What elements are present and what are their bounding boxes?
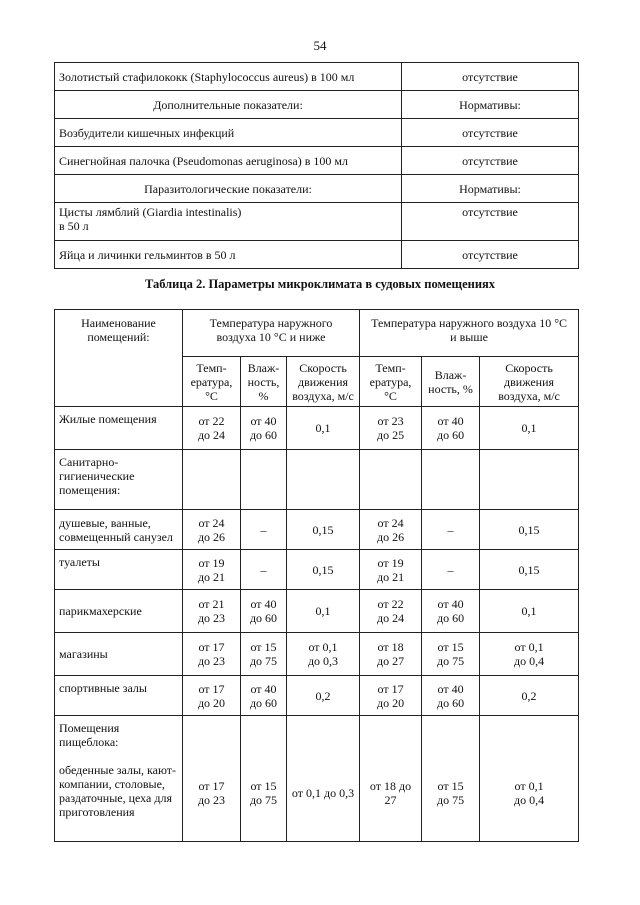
air-speed-low: 0,1 [287, 590, 360, 633]
table-row [55, 147, 579, 175]
humidity-low: от 15 до 75 [241, 716, 287, 842]
section-header: Паразитологические показатели: [55, 175, 402, 203]
table-row [55, 676, 579, 716]
air-speed-low: 0,15 [287, 510, 360, 550]
humidity-low: от 40 до 60 [241, 407, 287, 450]
indicator-name: Синегнойная палочка (Pseudomonas aeruginosa) в 100 мл [55, 147, 402, 175]
temperature-low: от 21 до 23 [183, 590, 241, 633]
table-row [55, 550, 579, 590]
room-name: Помещения пищеблока: обеденные залы, кают-компании, столовые, раздаточные, цеха для приготовления [55, 716, 183, 842]
indicator-name: Возбудители кишечных инфекций [55, 119, 402, 147]
table-row [55, 63, 579, 91]
temperature-low: от 17 до 23 [183, 716, 241, 842]
table-row [55, 175, 579, 203]
air-speed-high: 0,2 [480, 676, 579, 716]
temperature-low [183, 450, 241, 510]
indicator-value: отсутствие [402, 203, 579, 241]
temperature-high: от 19 до 21 [360, 550, 422, 590]
air-speed-high: 0,1 [480, 590, 579, 633]
air-speed-high: 0,15 [480, 510, 579, 550]
subheader-humidity: Влаж-ность, % [241, 357, 287, 407]
temperature-low: от 22 до 24 [183, 407, 241, 450]
table-row [55, 241, 579, 269]
table-row [55, 119, 579, 147]
humidity-high: от 15 до 75 [422, 633, 480, 676]
norms-header: Нормативы: [402, 91, 579, 119]
air-speed-low [287, 450, 360, 510]
humidity-high: – [422, 510, 480, 550]
air-speed-low: от 0,1 до 0,3 [287, 633, 360, 676]
humidity-low [241, 450, 287, 510]
table-row [55, 510, 579, 550]
humidity-low: от 40 до 60 [241, 590, 287, 633]
temperature-high: от 23 до 25 [360, 407, 422, 450]
subheader-air-speed: Скорость движения воздуха, м/с [287, 357, 360, 407]
room-name: парикмахерские [55, 590, 183, 633]
temperature-low: от 24 до 26 [183, 510, 241, 550]
temperature-high: от 17 до 20 [360, 676, 422, 716]
table-row [55, 633, 579, 676]
header-temp-below-10: Температура наружного воздуха 10 °С и ниже [183, 310, 360, 357]
microclimate-table [54, 309, 579, 842]
header-room-name: Наименование помещений: [55, 310, 183, 407]
temperature-high: от 18 до 27 [360, 716, 422, 842]
temperature-high: от 18 до 27 [360, 633, 422, 676]
air-speed-high [480, 450, 579, 510]
room-name: туалеты [55, 550, 183, 590]
water-indicators-table [54, 62, 579, 269]
humidity-low: от 15 до 75 [241, 633, 287, 676]
room-name: Санитарно-гигиенические помещения: [55, 450, 183, 510]
table-row [55, 450, 579, 510]
indicator-name: Цисты лямблий (Giardia intestinalis) в 50 л [55, 203, 402, 241]
table-row [55, 716, 579, 842]
humidity-high: от 40 до 60 [422, 676, 480, 716]
air-speed-low: 0,15 [287, 550, 360, 590]
air-speed-high: 0,1 [480, 407, 579, 450]
indicator-value: отсутствие [402, 147, 579, 175]
air-speed-high: от 0,1 до 0,4 [480, 633, 579, 676]
indicator-name: Золотистый стафилококк (Staphylococcus aureus) в 100 мл [55, 63, 402, 91]
temperature-high [360, 450, 422, 510]
norms-header: Нормативы: [402, 175, 579, 203]
subheader-temperature: Темп-ература, °С [360, 357, 422, 407]
table2-title: Таблица 2. Параметры микроклимата в судовых помещениях [144, 277, 496, 291]
subheader-humidity: Влаж-ность, % [422, 357, 480, 407]
humidity-high: от 15 до 75 [422, 716, 480, 842]
room-name: Жилые помещения [55, 407, 183, 450]
air-speed-low: 0,2 [287, 676, 360, 716]
temperature-high: от 24 до 26 [360, 510, 422, 550]
indicator-value: отсутствие [402, 63, 579, 91]
temperature-low: от 19 до 21 [183, 550, 241, 590]
air-speed-high: от 0,1 до 0,4 [480, 716, 579, 842]
humidity-high: от 40 до 60 [422, 590, 480, 633]
indicator-name: Яйца и личинки гельминтов в 50 л [55, 241, 402, 269]
humidity-high: – [422, 550, 480, 590]
air-speed-low: от 0,1 до 0,3 [287, 716, 360, 842]
subheader-temperature: Темп-ература, °С [183, 357, 241, 407]
humidity-low: – [241, 510, 287, 550]
page-number: 54 [313, 38, 327, 53]
table-row [55, 91, 579, 119]
indicator-value: отсутствие [402, 119, 579, 147]
room-name: магазины [55, 633, 183, 676]
room-name: душевые, ванные, совмещенный санузел [55, 510, 183, 550]
table-row [55, 407, 579, 450]
humidity-high: от 40 до 60 [422, 407, 480, 450]
table-row [55, 590, 579, 633]
humidity-low: от 40 до 60 [241, 676, 287, 716]
room-name: спортивные залы [55, 676, 183, 716]
header-temp-above-10: Температура наружного воздуха 10 °С и выше [360, 310, 579, 357]
subheader-air-speed: Скорость движения воздуха, м/с [480, 357, 579, 407]
section-header: Дополнительные показатели: [55, 91, 402, 119]
temperature-low: от 17 до 20 [183, 676, 241, 716]
air-speed-high: 0,15 [480, 550, 579, 590]
temperature-high: от 22 до 24 [360, 590, 422, 633]
temperature-low: от 17 до 23 [183, 633, 241, 676]
table-row [55, 203, 579, 241]
air-speed-low: 0,1 [287, 407, 360, 450]
indicator-value: отсутствие [402, 241, 579, 269]
humidity-low: – [241, 550, 287, 590]
humidity-high [422, 450, 480, 510]
